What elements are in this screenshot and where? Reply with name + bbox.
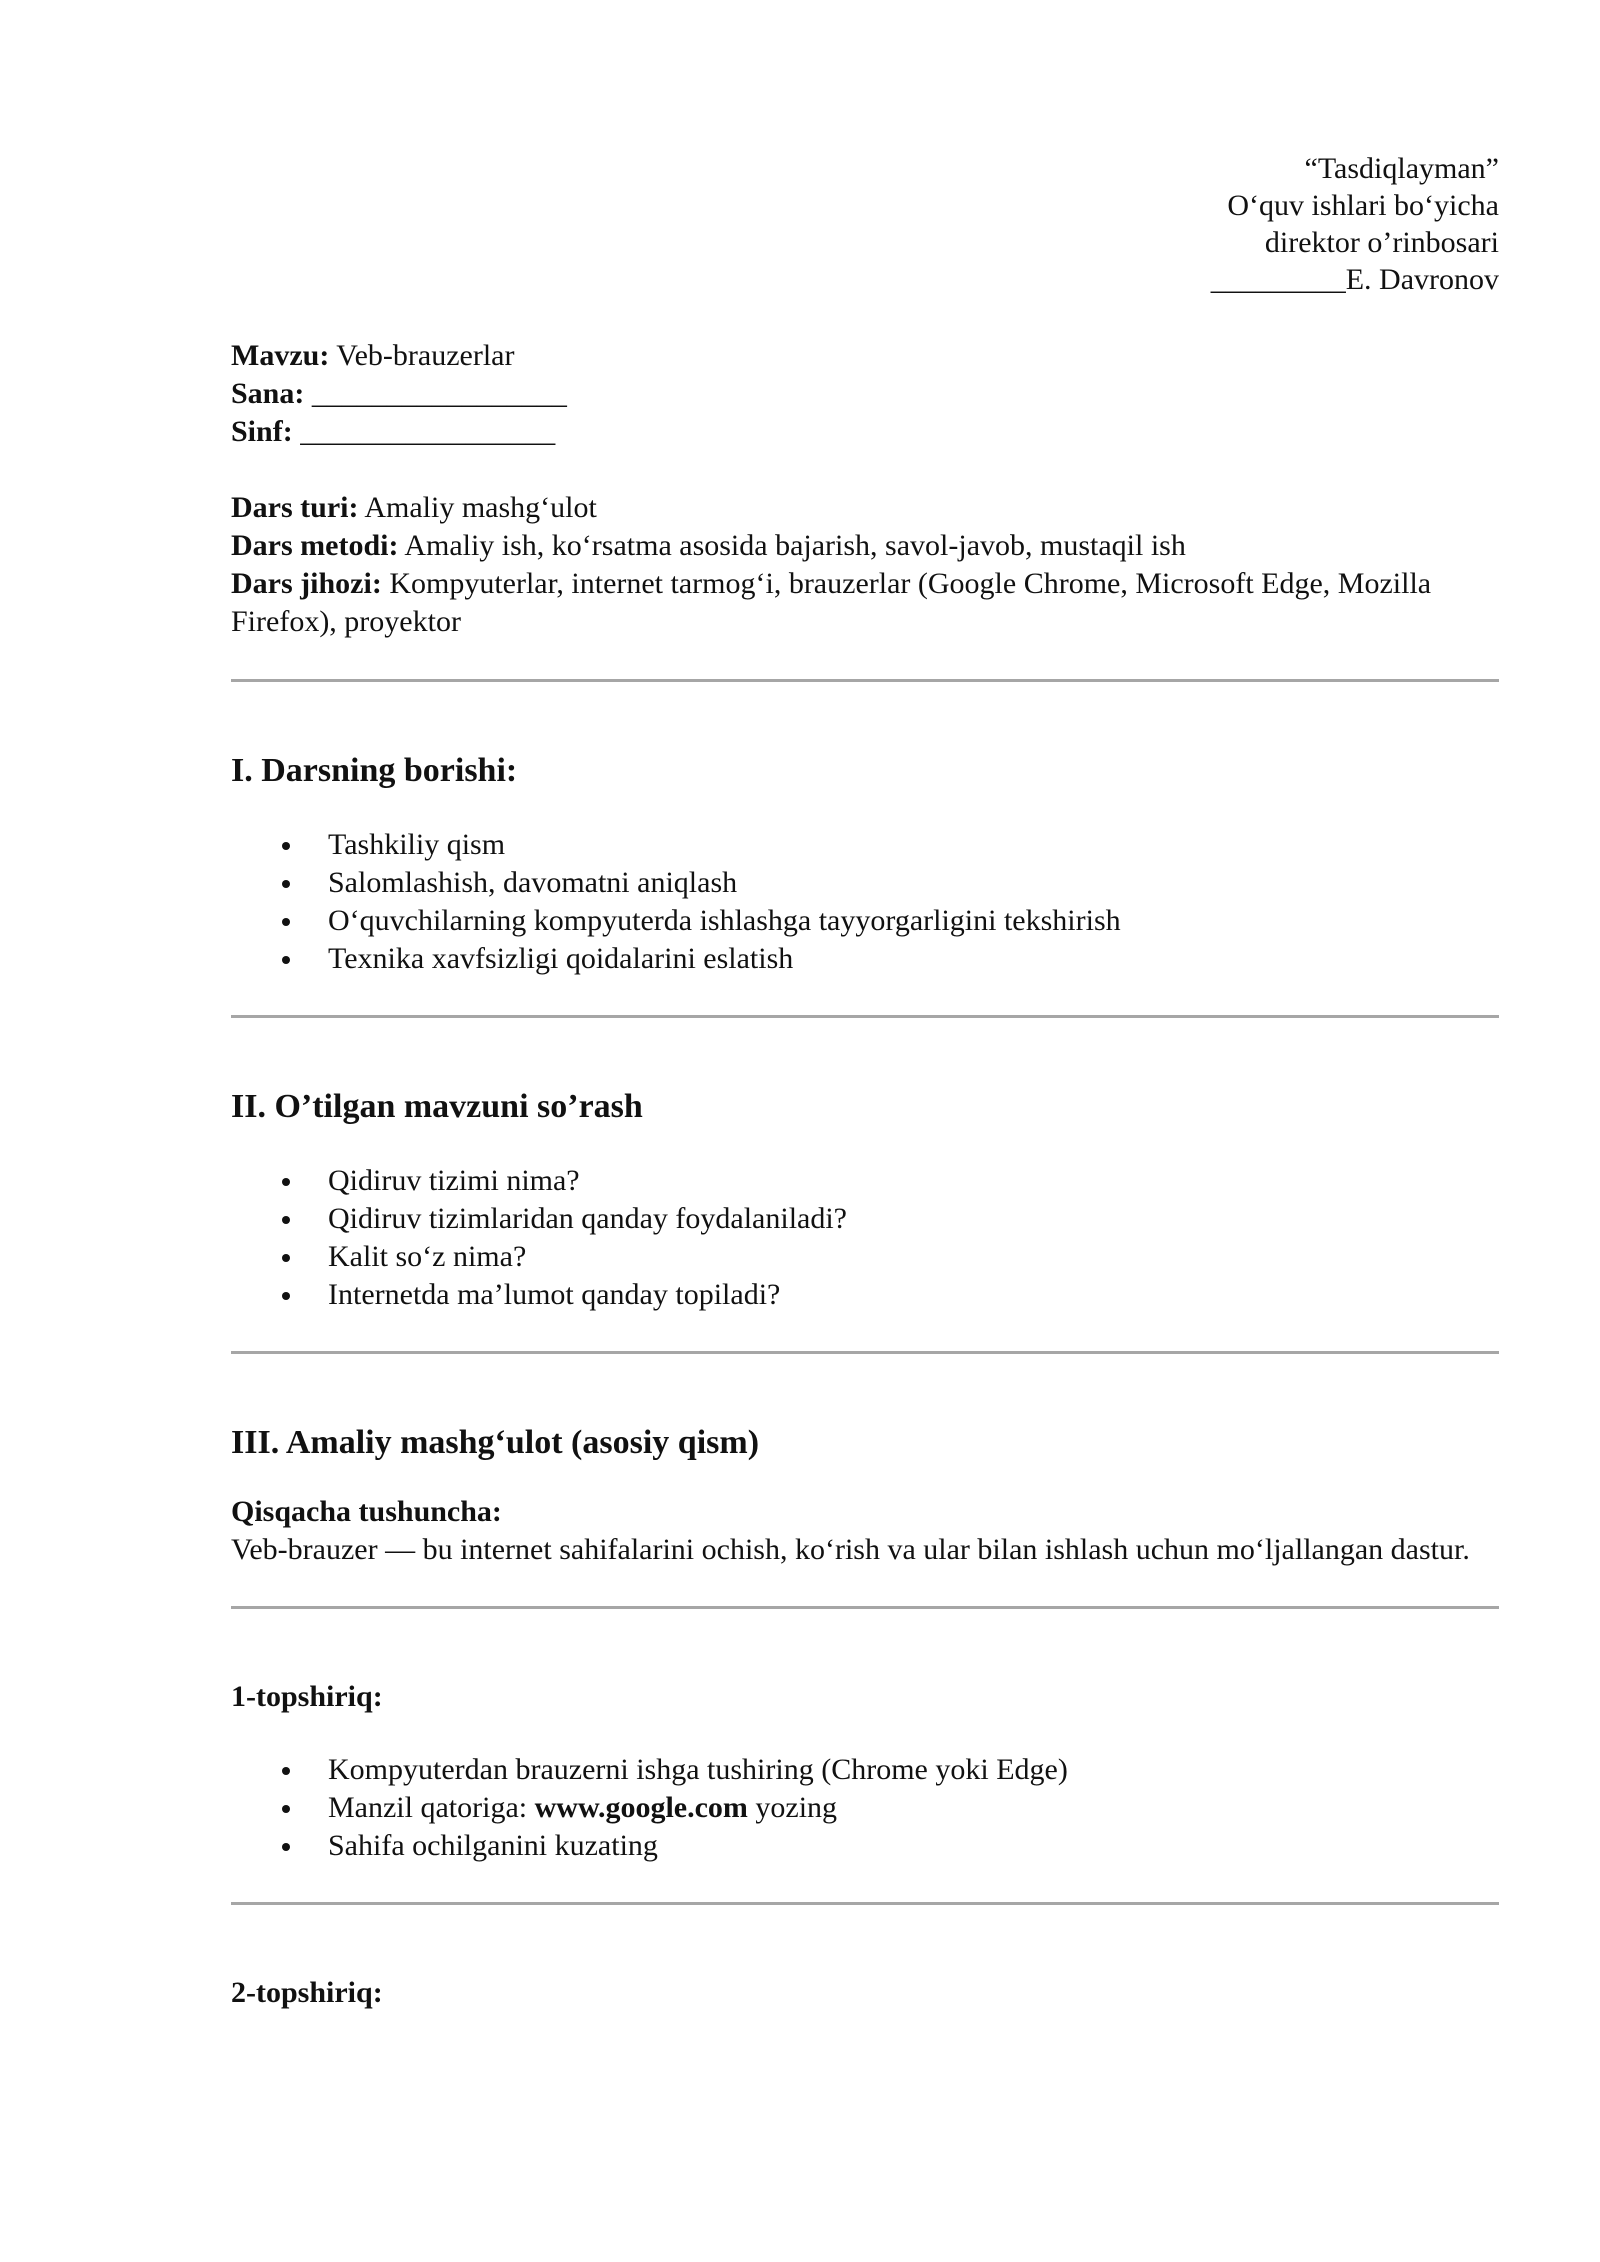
date-label: Sana:	[231, 377, 305, 410]
list-item: Salomlashish, davomatni aniqlash	[231, 864, 1499, 902]
concept-label: Qisqacha tushuncha:	[231, 1495, 502, 1528]
divider	[231, 1902, 1499, 1905]
document-page	[231, 150, 1499, 2012]
list-item: Sahifa ochilganini kuzating	[231, 1827, 1499, 1865]
lesson-method-label: Dars metodi:	[231, 529, 399, 562]
section-2-list	[231, 1162, 1499, 1314]
lesson-type-line	[231, 489, 1499, 527]
list-item: Qidiruv tizimi nima?	[231, 1162, 1499, 1200]
approval-signature: _________E. Davronov	[1210, 263, 1499, 296]
divider	[231, 679, 1499, 682]
topic-line	[231, 337, 1499, 375]
list-item: Texnika xavfsizligi qoidalarini eslatish	[231, 940, 1499, 978]
lesson-type-label: Dars turi:	[231, 491, 359, 524]
date-value: _________________	[304, 377, 567, 410]
divider	[231, 1606, 1499, 1609]
lesson-equipment-label: Dars jihozi:	[231, 567, 382, 600]
lesson-equipment-line	[231, 565, 1499, 641]
lesson-meta	[231, 337, 1499, 451]
lesson-info	[231, 489, 1499, 641]
list-item: Tashkiliy qism	[231, 826, 1499, 864]
divider	[231, 1351, 1499, 1354]
lesson-method-value: Amaliy ish, ko‘rsatma asosida bajarish, savol-javob, mustaqil ish	[398, 529, 1186, 562]
list-item: Kompyuterdan brauzerni ishga tushiring (Chrome yoki Edge)	[231, 1751, 1499, 1789]
task-1-title: 1-topshiriq:	[231, 1680, 383, 1713]
approval-role-line1: O‘quv ishlari bo‘yicha	[1227, 189, 1499, 222]
lesson-type-value: Amaliy mashg‘ulot	[358, 491, 597, 524]
section-heading-3: III. Amaliy mashg‘ulot (asosiy qism)	[231, 1424, 760, 1461]
list-item-text: Manzil qatoriga:	[328, 1791, 535, 1824]
list-item: Internetda ma’lumot qanday topiladi?	[231, 1276, 1499, 1314]
concept-block	[231, 1493, 1499, 1569]
class-line	[231, 413, 1499, 451]
lesson-method-line	[231, 527, 1499, 565]
task-2-title: 2-topshiriq:	[231, 1976, 383, 2009]
task-1-list	[231, 1751, 1499, 1865]
approval-block	[231, 150, 1499, 298]
class-label: Sinf:	[231, 415, 293, 448]
section-1-list	[231, 826, 1499, 978]
approval-title: “Tasdiqlayman”	[1304, 152, 1499, 185]
list-item: Kalit so‘z nima?	[231, 1238, 1499, 1276]
list-item: Qidiruv tizimlaridan qanday foydalaniladi?	[231, 1200, 1499, 1238]
list-item-text: yozing	[747, 1791, 838, 1824]
section-heading-1: I. Darsning borishi:	[231, 752, 518, 789]
concept-text: Veb-brauzer — bu internet sahifalarini ochish, ko‘rish va ular bilan ishlash uchun mo‘ljallangan dastur.	[231, 1533, 1470, 1566]
approval-role-line2: direktor o’rinbosari	[1264, 226, 1499, 259]
topic-label: Mavzu:	[231, 339, 330, 372]
divider	[231, 1015, 1499, 1018]
section-heading-2: II. O’tilgan mavzuni so’rash	[231, 1088, 643, 1125]
list-item	[231, 1789, 1499, 1827]
class-value: _________________	[292, 415, 556, 448]
google-url: www.google.com	[534, 1791, 748, 1824]
topic-value: Veb-brauzerlar	[329, 339, 515, 372]
lesson-equipment-value: Kompyuterlar, internet tarmog‘i, brauzerlar (Google Chrome, Microsoft Edge, Mozilla Firefox), proyektor	[231, 567, 1432, 638]
date-line	[231, 375, 1499, 413]
list-item: O‘quvchilarning kompyuterda ishlashga tayyorgarligini tekshirish	[231, 902, 1499, 940]
